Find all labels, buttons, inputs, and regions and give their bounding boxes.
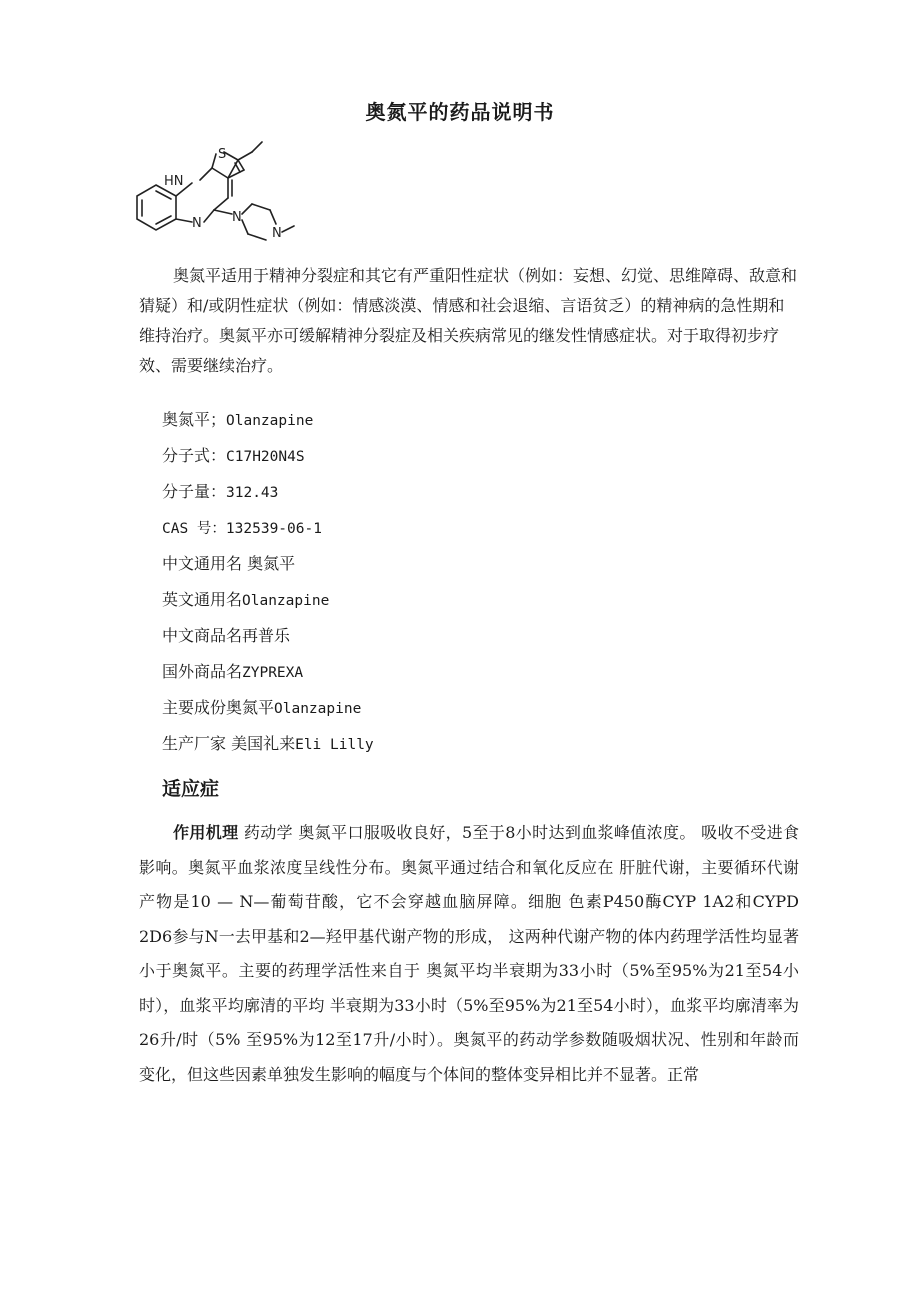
page-title: 奥氮平的药品说明书 [365,100,555,124]
diazepine-nitrogen-label: N [192,216,202,231]
info-row-cas: CAS 号：132539-06-1 [162,521,322,537]
chemical-structure-image [134,134,312,254]
drug-info-list [162,402,374,762]
intro-paragraph: 奥氮平适用于精神分裂症和其它有严重阳性症状（例如：妄想、幻觉、思维障碍、敌意和猜疑）和/或阴性症状（例如：情感淡漠、情感和社会退缩、言语贫乏）的精神病的急性期和维持治疗。奥氮平亦可缓解精神分裂症及相关疾病常见的继发性情感症状。对于取得初步疗效、需要继续治疗。 [139,266,798,375]
info-row-formula: 分子式：C17H20N4S [162,446,305,465]
info-row-cn-generic: 中文通用名 奥氮平 [162,554,296,573]
info-row-weight: 分子量：312.43 [162,482,279,501]
piperazine-nitrogen-bottom-label: N [272,226,282,241]
sulfur-atom-label: S [218,147,227,162]
info-row-drug-name: 奥氮平；Olanzapine [162,410,314,429]
info-row-en-generic: 英文通用名Olanzapine [162,590,330,609]
indications-heading: 适应症 [162,778,220,800]
mechanism-lead: 作用机理 [173,823,239,842]
mechanism-text: 药动学 奥氮平口服吸收良好，5至于8小时达到血浆峰值浓度。 吸收不受进食影响。奥氮平血浆浓度呈线性分布。奥氮平通过结合和氧化反应在 肝脏代谢，主要循环代谢产物是10 — N—葡萄苷酸，它不会穿越血脑屏障。细胞 色素P450酶CYP 1A2和CYPD 2D6参与N一去甲基和2—羟甲基代谢产物的形成， 这两种代谢产物的体内药理学活性均显著小于奥氮平。主要的药理学活性来自于 奥氮平均半衰期为33小时（5%至95%为21至54小时），血浆平均廓清的平均 半衰期为33小时（5%至95%为21至54小时），血浆平均廓清率为26升/时（5% 至95%为12至17升/小时）。奥氮平的药动学参数随吸烟状况、性别和年龄而 变化，但这些因素单独发生影响的幅度与个体间的整体变异相比并不显著。正常 [139,823,799,1084]
info-row-ingredient: 主要成份奥氮平Olanzapine [162,698,362,717]
piperazine-nitrogen-top-label: N [232,210,242,225]
info-row-cn-trade: 中文商品名再普乐 [162,626,291,645]
info-row-foreign-trade: 国外商品名ZYPREXA [162,662,304,681]
info-row-manufacturer: 生产厂家 美国礼来Eli Lilly [162,734,374,753]
mechanism-paragraph [139,816,799,1092]
nh-atom-label: HN [164,174,184,189]
